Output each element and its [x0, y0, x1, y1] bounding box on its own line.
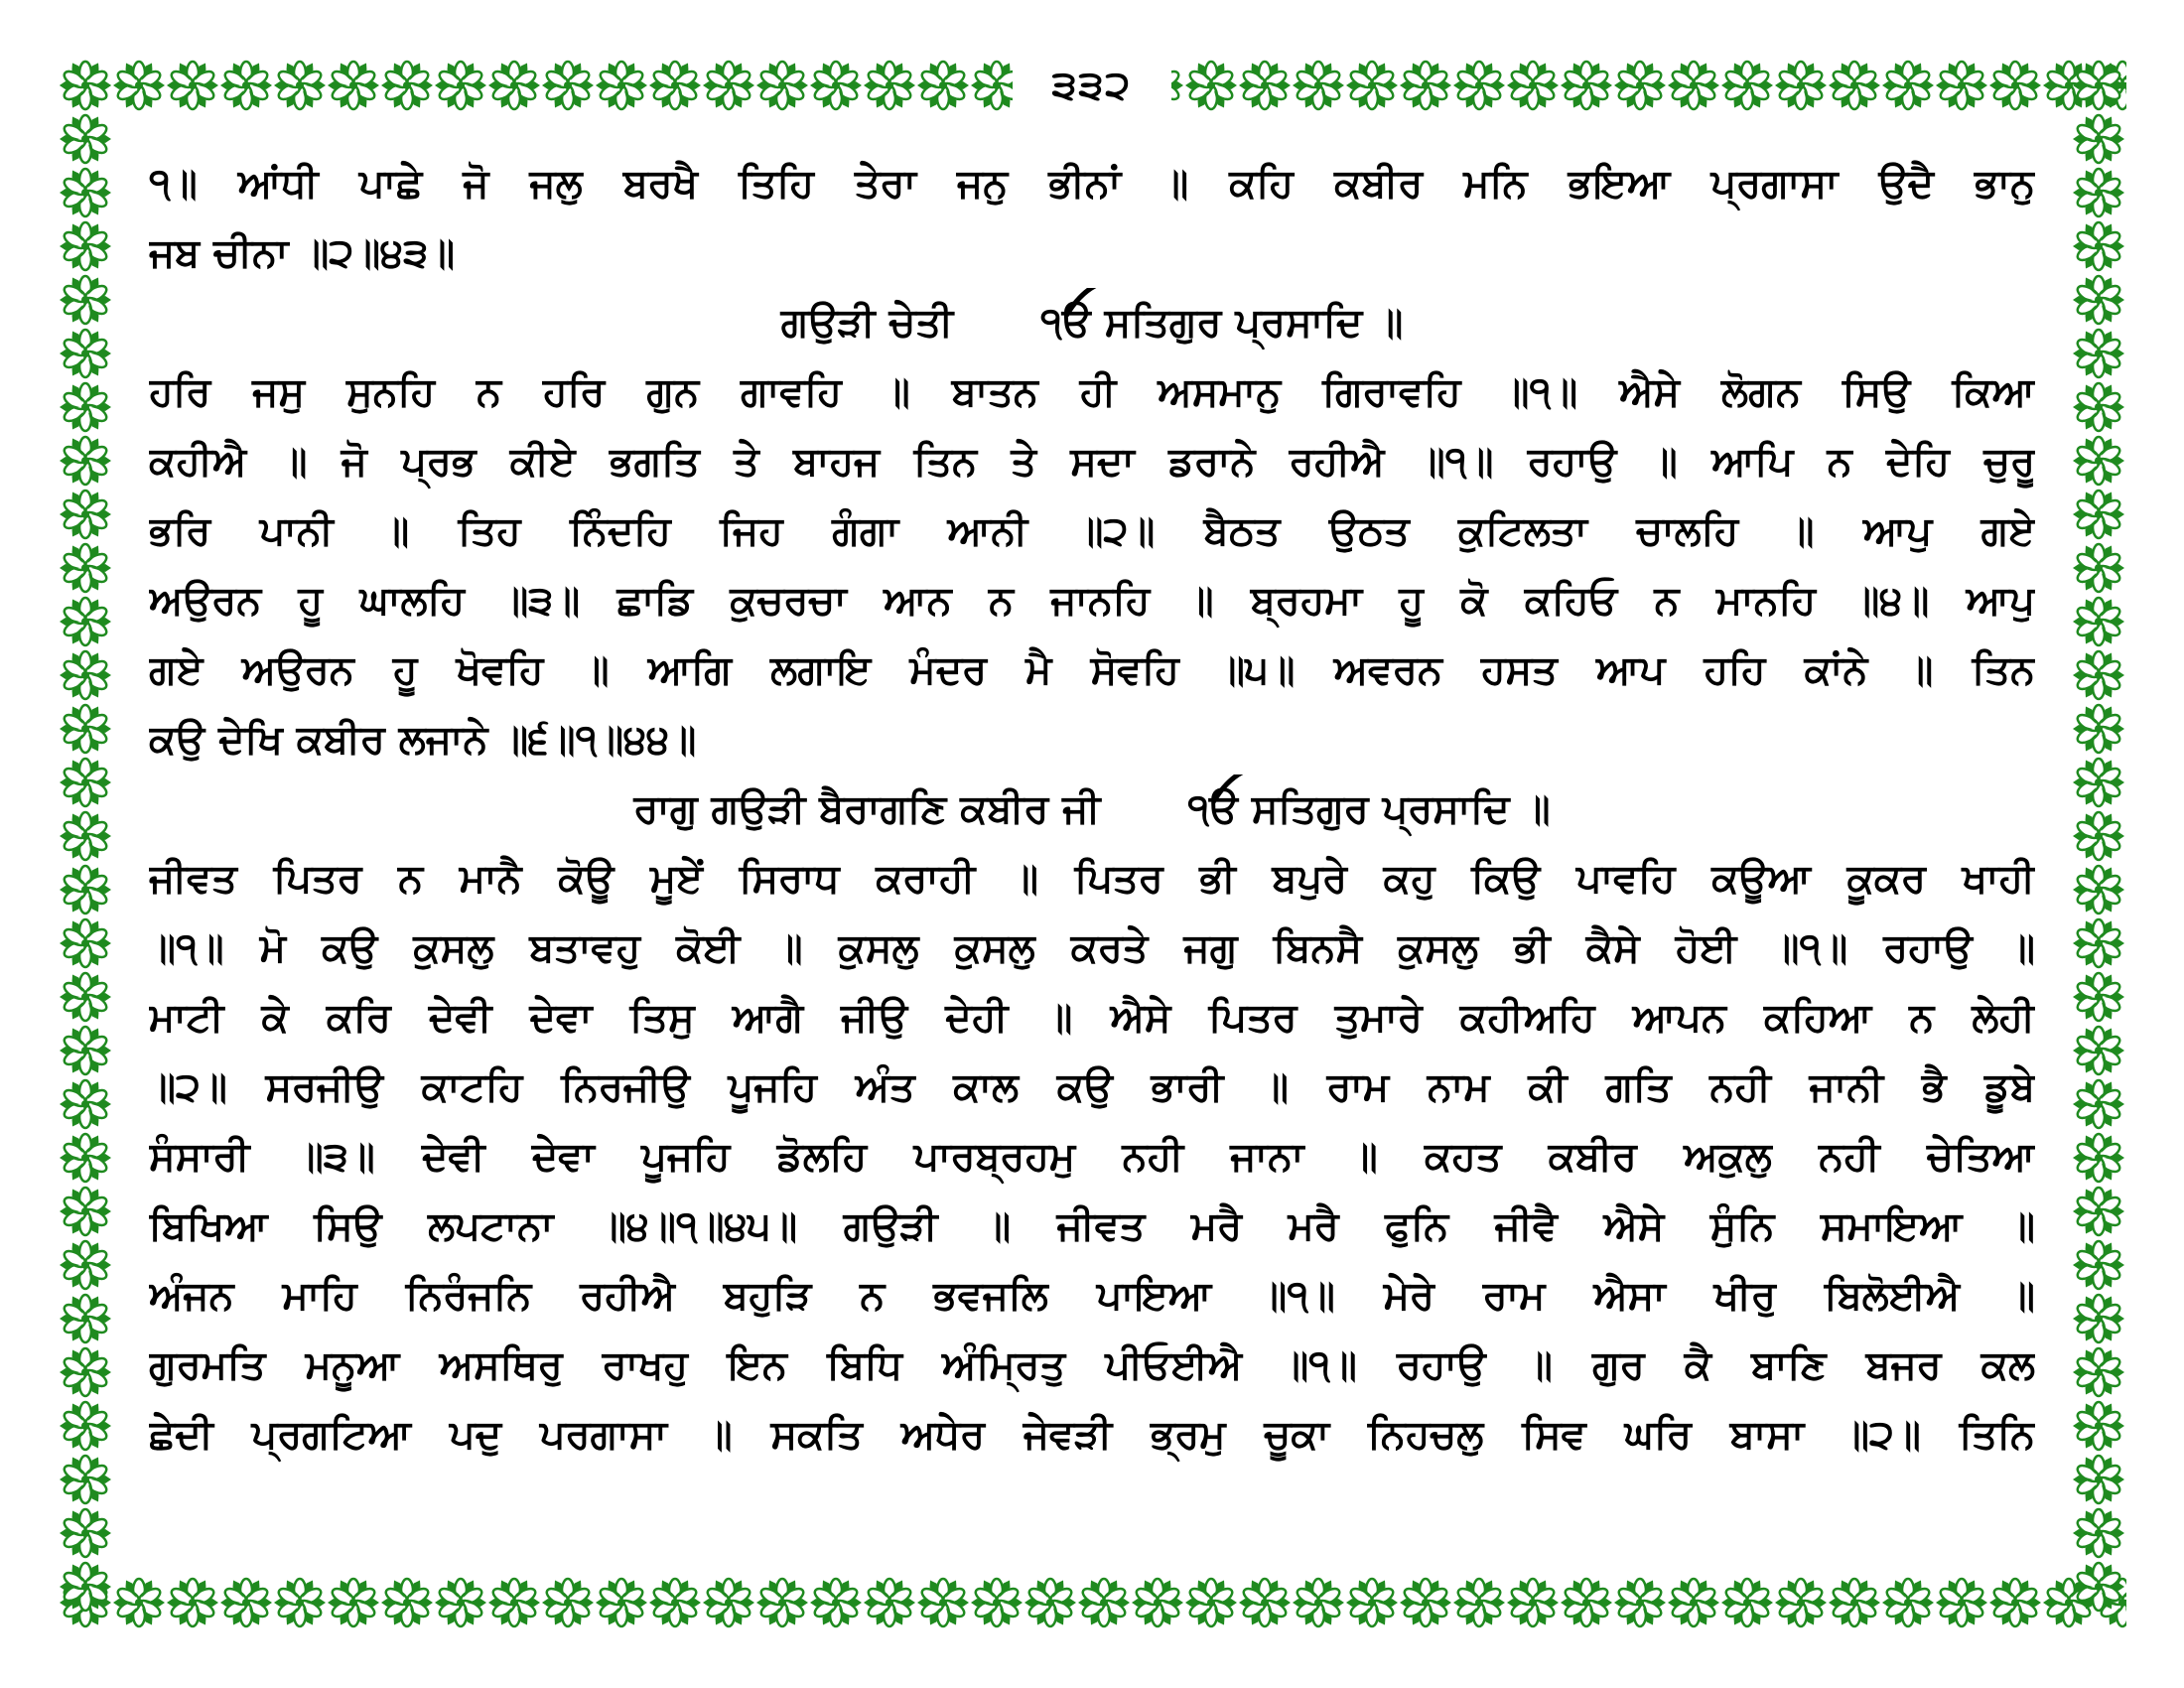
text-line-14: ॥੨॥ ਸਰਜੀਉ ਕਾਟਹਿ ਨਿਰਜੀਉ ਪੂਜਹਿ ਅੰਤ ਕਾਲ ਕਉ ਭਾਰੀ ॥ ਰਾਮ ਨਾਮ ਕੀ ਗਤਿ ਨਹੀ ਜਾਨੀ ਭੈ ਡੂਬੇ: [149, 1064, 2035, 1110]
green-flower-icon: [1936, 1578, 1987, 1626]
green-flower-icon: [2073, 1026, 2124, 1074]
green-flower-icon: [60, 811, 111, 860]
scripture-text: [149, 149, 2035, 1569]
text-line-9: ਕਉ ਦੇਖਿ ਕਬੀਰ ਲਜਾਨੇ ॥੬॥੧॥੪੪॥: [149, 717, 697, 763]
page-number: ੩੩੨: [1051, 63, 1133, 108]
green-flower-icon: [703, 1578, 754, 1626]
green-flower-icon: [1721, 61, 1773, 109]
green-flower-icon: [1775, 61, 1827, 109]
green-flower-icon: [2073, 1187, 2124, 1235]
ek-onkar-arc-icon: [1207, 774, 1287, 806]
green-flower-icon: [113, 1578, 165, 1626]
page-number-container: [1013, 58, 1171, 113]
green-flower-icon: [60, 1562, 111, 1611]
green-flower-icon: [60, 972, 111, 1021]
green-flower-icon: [435, 1578, 486, 1626]
green-flower-icon: [756, 61, 808, 109]
text-line-13: ਮਾਟੀ ਕੇ ਕਰਿ ਦੇਵੀ ਦੇਵਾ ਤਿਸੁ ਆਗੈ ਜੀਉ ਦੇਹੀ ॥ ਐਸੇ ਪਿਤਰ ਤੁਮਾਰੇ ਕਹੀਅਹਿ ਆਪਨ ਕਹਿਆ ਨ ਲੇਹੀ: [149, 995, 2035, 1041]
green-flower-icon: [274, 1578, 326, 1626]
green-flower-icon: [649, 1578, 701, 1626]
green-flower-icon: [435, 61, 486, 109]
green-flower-icon: [596, 1578, 647, 1626]
border-left: [58, 58, 113, 1630]
green-flower-icon: [1293, 61, 1344, 109]
text-line-11: ਜੀਵਤ ਪਿਤਰ ਨ ਮਾਨੈ ਕੋਊ ਮੂਏਂ ਸਿਰਾਧ ਕਰਾਹੀ ॥ ਪਿਤਰ ਭੀ ਬਪੁਰੇ ਕਹੁ ਕਿਉ ਪਾਵਹਿ ਕਊਆ ਕੂਕਰ ਖਾਹੀ: [149, 856, 2035, 902]
green-flower-icon: [167, 1578, 218, 1626]
green-flower-icon: [864, 61, 915, 109]
green-flower-icon: [810, 1578, 862, 1626]
green-flower-icon: [1078, 1578, 1130, 1626]
text-line-19: ਛੇਦੀ ਪ੍ਰਗਟਿਆ ਪਦੁ ਪਰਗਾਸਾ ॥ ਸਕਤਿ ਅਧੇਰ ਜੇਵੜੀ ਭ੍ਰਮੁ ਚੂਕਾ ਨਿਹਚਲੁ ਸਿਵ ਘਰਿ ਬਾਸਾ ॥੨॥ ਤਿਨਿ: [149, 1412, 2035, 1458]
green-flower-icon: [60, 597, 111, 645]
green-flower-icon: [2073, 168, 2124, 216]
text-line-17: ਅੰਜਨ ਮਾਹਿ ਨਿਰੰਜਨਿ ਰਹੀਐ ਬਹੁੜਿ ਨ ਭਵਜਲਿ ਪਾਇਆ ॥੧॥ ਮੇਰੇ ਰਾਮ ਐਸਾ ਖੀਰੁ ਬਿਲੋਈਐ ॥: [149, 1273, 2035, 1319]
green-flower-icon: [2073, 1294, 2124, 1342]
green-flower-icon: [1185, 1578, 1237, 1626]
green-flower-icon: [2073, 490, 2124, 538]
green-flower-icon: [542, 61, 594, 109]
green-flower-icon: [60, 490, 111, 538]
text-line-8: ਗਏ ਅਉਰਨ ਹੂ ਖੋਵਹਿ ॥ ਆਗਿ ਲਗਾਇ ਮੰਦਰ ਮੈ ਸੋਵਹਿ ॥੫॥ ਅਵਰਨ ਹਸਤ ਆਪ ਹਹਿ ਕਾਂਨੇ ॥ ਤਿਨ: [149, 647, 2035, 693]
green-flower-icon: [917, 61, 969, 109]
green-flower-icon: [1882, 61, 1934, 109]
raag-heading: ਗਉੜੀ ਚੇਤੀ: [780, 300, 954, 346]
text-line-5: ਕਹੀਐ ॥ ਜੋ ਪ੍ਰਭ ਕੀਏ ਭਗਤਿ ਤੇ ਬਾਹਜ ਤਿਨ ਤੇ ਸਦਾ ਡਰਾਨੇ ਰਹੀਐ ॥੧॥ ਰਹਾਉ ॥ ਆਪਿ ਨ ਦੇਹਿ ਚੁਰੂ: [149, 439, 2035, 485]
green-flower-icon: [971, 1578, 1023, 1626]
text-line-2: ਜਬ ਚੀਨਾ ॥੨॥੪੩॥: [149, 230, 456, 276]
green-flower-icon: [2073, 1508, 2124, 1557]
mool-mantar: [1040, 288, 1403, 357]
green-flower-icon: [2073, 972, 2124, 1021]
green-flower-icon: [864, 1578, 915, 1626]
green-flower-icon: [1239, 61, 1291, 109]
green-flower-icon: [60, 1508, 111, 1557]
green-flower-icon: [2073, 1562, 2124, 1611]
green-flower-icon: [60, 168, 111, 216]
green-flower-icon: [60, 436, 111, 485]
green-flower-icon: [60, 382, 111, 431]
green-flower-icon: [1507, 1578, 1559, 1626]
green-flower-icon: [1561, 1578, 1612, 1626]
green-flower-icon: [2073, 865, 2124, 914]
green-flower-icon: [488, 1578, 540, 1626]
green-flower-icon: [113, 61, 165, 109]
green-flower-icon: [1400, 1578, 1451, 1626]
green-flower-icon: [60, 758, 111, 806]
mool-mantar: [1187, 774, 1550, 844]
green-flower-icon: [1775, 1578, 1827, 1626]
green-flower-icon: [703, 61, 754, 109]
green-flower-icon: [60, 1294, 111, 1342]
green-flower-icon: [2073, 275, 2124, 324]
text-line-18: ਗੁਰਮਤਿ ਮਨੂਆ ਅਸਥਿਰੁ ਰਾਖਹੁ ਇਨ ਬਿਧਿ ਅੰਮ੍ਰਿਤੁ ਪੀਓਈਐ ॥੧॥ ਰਹਾਉ ॥ ਗੁਰ ਕੈ ਬਾਣਿ ਬਜਰ ਕਲ: [149, 1342, 2035, 1388]
green-flower-icon: [1989, 1578, 2041, 1626]
green-flower-icon: [2073, 61, 2124, 109]
green-flower-icon: [1185, 61, 1237, 109]
green-flower-icon: [2073, 1455, 2124, 1503]
green-flower-icon: [60, 650, 111, 699]
border-bottom: [58, 1575, 2126, 1630]
green-flower-icon: [60, 275, 111, 324]
green-flower-icon: [1239, 1578, 1291, 1626]
green-flower-icon: [1882, 1578, 1934, 1626]
mangal-text: ੧ੳ ਸਤਿਗੁਰ ਪ੍ਰਸਾਦਿ ॥: [1187, 786, 1551, 832]
green-flower-icon: [917, 1578, 969, 1626]
green-flower-icon: [220, 1578, 272, 1626]
green-flower-icon: [1346, 61, 1398, 109]
text-line-1: ੧॥ ਆਂਧੀ ਪਾਛੇ ਜੋ ਜਲੁ ਬਰਖੈ ਤਿਹਿ ਤੇਰਾ ਜਨੁ ਭੀਨਾਂ ॥ ਕਹਿ ਕਬੀਰ ਮਨਿ ਭਇਆ ਪ੍ਰਗਾਸਾ ਉਦੈ ਭਾਨੁ: [149, 161, 2035, 207]
green-flower-icon: [1936, 61, 1987, 109]
green-flower-icon: [2073, 436, 2124, 485]
green-flower-icon: [220, 61, 272, 109]
green-flower-icon: [2073, 114, 2124, 163]
green-flower-icon: [381, 1578, 433, 1626]
green-flower-icon: [756, 1578, 808, 1626]
green-flower-icon: [60, 1187, 111, 1235]
green-flower-icon: [2073, 650, 2124, 699]
green-flower-icon: [2073, 1401, 2124, 1450]
green-flower-icon: [60, 865, 111, 914]
green-flower-icon: [60, 1347, 111, 1396]
green-flower-icon: [1721, 1578, 1773, 1626]
green-flower-icon: [381, 61, 433, 109]
text-line-7: ਅਉਰਨ ਹੂ ਘਾਲਹਿ ॥੩॥ ਛਾਡਿ ਕੁਚਰਚਾ ਆਨ ਨ ਜਾਨਹਿ ॥ ਬ੍ਰਹਮਾ ਹੂ ਕੋ ਕਹਿਓ ਨ ਮਾਨਹਿ ॥੪॥ ਆਪੁ: [149, 578, 2035, 624]
green-flower-icon: [1614, 1578, 1666, 1626]
green-flower-icon: [488, 61, 540, 109]
green-flower-icon: [274, 61, 326, 109]
green-flower-icon: [1829, 61, 1880, 109]
green-flower-icon: [60, 221, 111, 270]
green-flower-icon: [60, 61, 111, 109]
green-flower-icon: [2073, 758, 2124, 806]
border-right: [2071, 58, 2126, 1630]
green-flower-icon: [2073, 1347, 2124, 1396]
mangal-text: ੧ੳ ਸਤਿਗੁਰ ਪ੍ਰਸਾਦਿ ॥: [1040, 300, 1404, 346]
green-flower-icon: [60, 543, 111, 592]
text-line-4: ਹਰਿ ਜਸੁ ਸੁਨਹਿ ਨ ਹਰਿ ਗੁਨ ਗਾਵਹਿ ॥ ਬਾਤਨ ਹੀ ਅਸਮਾਨੁ ਗਿਰਾਵਹਿ ॥੧॥ ਐਸੇ ਲੋਗਨ ਸਿਉ ਕਿਆ: [149, 369, 2035, 415]
green-flower-icon: [542, 1578, 594, 1626]
green-flower-icon: [1668, 61, 1719, 109]
green-flower-icon: [1507, 61, 1559, 109]
green-flower-icon: [2073, 704, 2124, 753]
green-flower-icon: [60, 918, 111, 967]
green-flower-icon: [649, 61, 701, 109]
green-flower-icon: [2073, 1240, 2124, 1289]
green-flower-icon: [2073, 382, 2124, 431]
green-flower-icon: [596, 61, 647, 109]
green-flower-icon: [1668, 1578, 1719, 1626]
raag-heading: ਰਾਗੁ ਗਉੜੀ ਬੈਰਾਗਣਿ ਕਬੀਰ ਜੀ: [633, 786, 1101, 832]
green-flower-icon: [1132, 1578, 1183, 1626]
green-flower-icon: [810, 61, 862, 109]
green-flower-icon: [167, 61, 218, 109]
green-flower-icon: [60, 1455, 111, 1503]
text-line-16: ਬਿਖਿਆ ਸਿਉ ਲਪਟਾਨਾ ॥੪॥੧॥੪੫॥ ਗਉੜੀ ॥ ਜੀਵਤ ਮਰੈ ਮਰੈ ਫੁਨਿ ਜੀਵੈ ਐਸੇ ਸੁੰਨਿ ਸਮਾਇਆ ॥: [149, 1203, 2035, 1249]
text-line-12: ॥੧॥ ਮੋ ਕਉ ਕੁਸਲੁ ਬਤਾਵਹੁ ਕੋਈ ॥ ਕੁਸਲੁ ਕੁਸਲੁ ਕਰਤੇ ਜਗੁ ਬਿਨਸੈ ਕੁਸਲੁ ਭੀ ਕੈਸੇ ਹੋਈ ॥੧॥ ਰਹਾਉ ॥: [149, 925, 2035, 971]
green-flower-icon: [328, 61, 379, 109]
section-heading-2: [149, 774, 2035, 844]
green-flower-icon: [2073, 811, 2124, 860]
green-flower-icon: [60, 114, 111, 163]
green-flower-icon: [2073, 543, 2124, 592]
green-flower-icon: [1561, 61, 1612, 109]
green-flower-icon: [60, 1026, 111, 1074]
green-flower-icon: [60, 1240, 111, 1289]
green-flower-icon: [1453, 61, 1505, 109]
green-flower-icon: [60, 1401, 111, 1450]
green-flower-icon: [60, 329, 111, 377]
green-flower-icon: [2073, 597, 2124, 645]
green-flower-icon: [1614, 61, 1666, 109]
green-flower-icon: [2073, 329, 2124, 377]
green-flower-icon: [2073, 1133, 2124, 1182]
green-flower-icon: [1453, 1578, 1505, 1626]
text-line-6: ਭਰਿ ਪਾਨੀ ॥ ਤਿਹ ਨਿੰਦਹਿ ਜਿਹ ਗੰਗਾ ਆਨੀ ॥੨॥ ਬੈਠਤ ਉਠਤ ਕੁਟਿਲਤਾ ਚਾਲਹਿ ॥ ਆਪੁ ਗਏ: [149, 508, 2035, 554]
green-flower-icon: [2073, 918, 2124, 967]
green-flower-icon: [60, 1079, 111, 1128]
green-flower-icon: [2073, 221, 2124, 270]
green-flower-icon: [1346, 1578, 1398, 1626]
green-flower-icon: [1989, 61, 2041, 109]
green-flower-icon: [1024, 1578, 1076, 1626]
text-line-15: ਸੰਸਾਰੀ ॥੩॥ ਦੇਵੀ ਦੇਵਾ ਪੂਜਹਿ ਡੋਲਹਿ ਪਾਰਬ੍ਰਹਮੁ ਨਹੀ ਜਾਨਾ ॥ ਕਹਤ ਕਬੀਰ ਅਕੁਲੁ ਨਹੀ ਚੇਤਿਆ: [149, 1134, 2035, 1180]
green-flower-icon: [328, 1578, 379, 1626]
green-flower-icon: [60, 704, 111, 753]
green-flower-icon: [1293, 1578, 1344, 1626]
ek-onkar-arc-icon: [1060, 288, 1140, 320]
green-flower-icon: [60, 1133, 111, 1182]
green-flower-icon: [1829, 1578, 1880, 1626]
section-heading-1: [149, 288, 2035, 357]
green-flower-icon: [1400, 61, 1451, 109]
green-flower-icon: [2073, 1079, 2124, 1128]
